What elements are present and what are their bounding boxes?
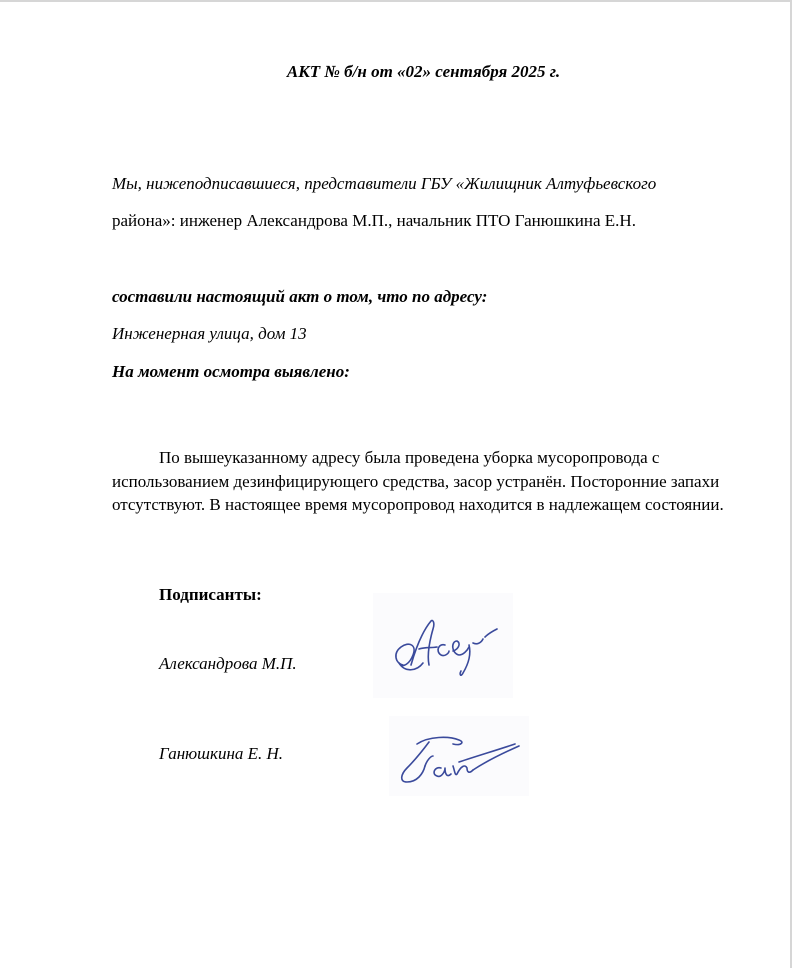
document-title: АКТ № б/н от «02» сентября 2025 г. (286, 62, 561, 81)
address-heading: составили настоящий акт о том, что по адресу: (112, 287, 488, 306)
intro-line-2: района»: инженер Александрова М.П., начальник ПТО Ганюшкина Е.Н. (112, 211, 636, 230)
signature-image-1 (373, 593, 513, 698)
signature-image-2 (389, 716, 529, 796)
signatory-name-2: Ганюшкина Е. Н. (159, 744, 284, 763)
intro-line-1: Мы, нижеподписавшиеся, представители ГБУ «Жилищник Алтуфьевского (112, 174, 657, 193)
findings-heading: На момент осмотра выявлено: (112, 362, 350, 381)
page-border-top (0, 0, 792, 2)
findings-text: По вышеуказанному адресу была проведена уборка мусоропровода с использованием дезинфицирующего средства, засор устранён. Посторонние запахи отсутствуют. В настоящее время мусоропровод находится в надлежащем состоянии. (112, 448, 724, 514)
signatories-heading: Подписанты: (159, 585, 262, 604)
signatory-name-1: Александрова М.П. (159, 654, 297, 673)
address-text: Инженерная улица, дом 13 (112, 324, 307, 343)
